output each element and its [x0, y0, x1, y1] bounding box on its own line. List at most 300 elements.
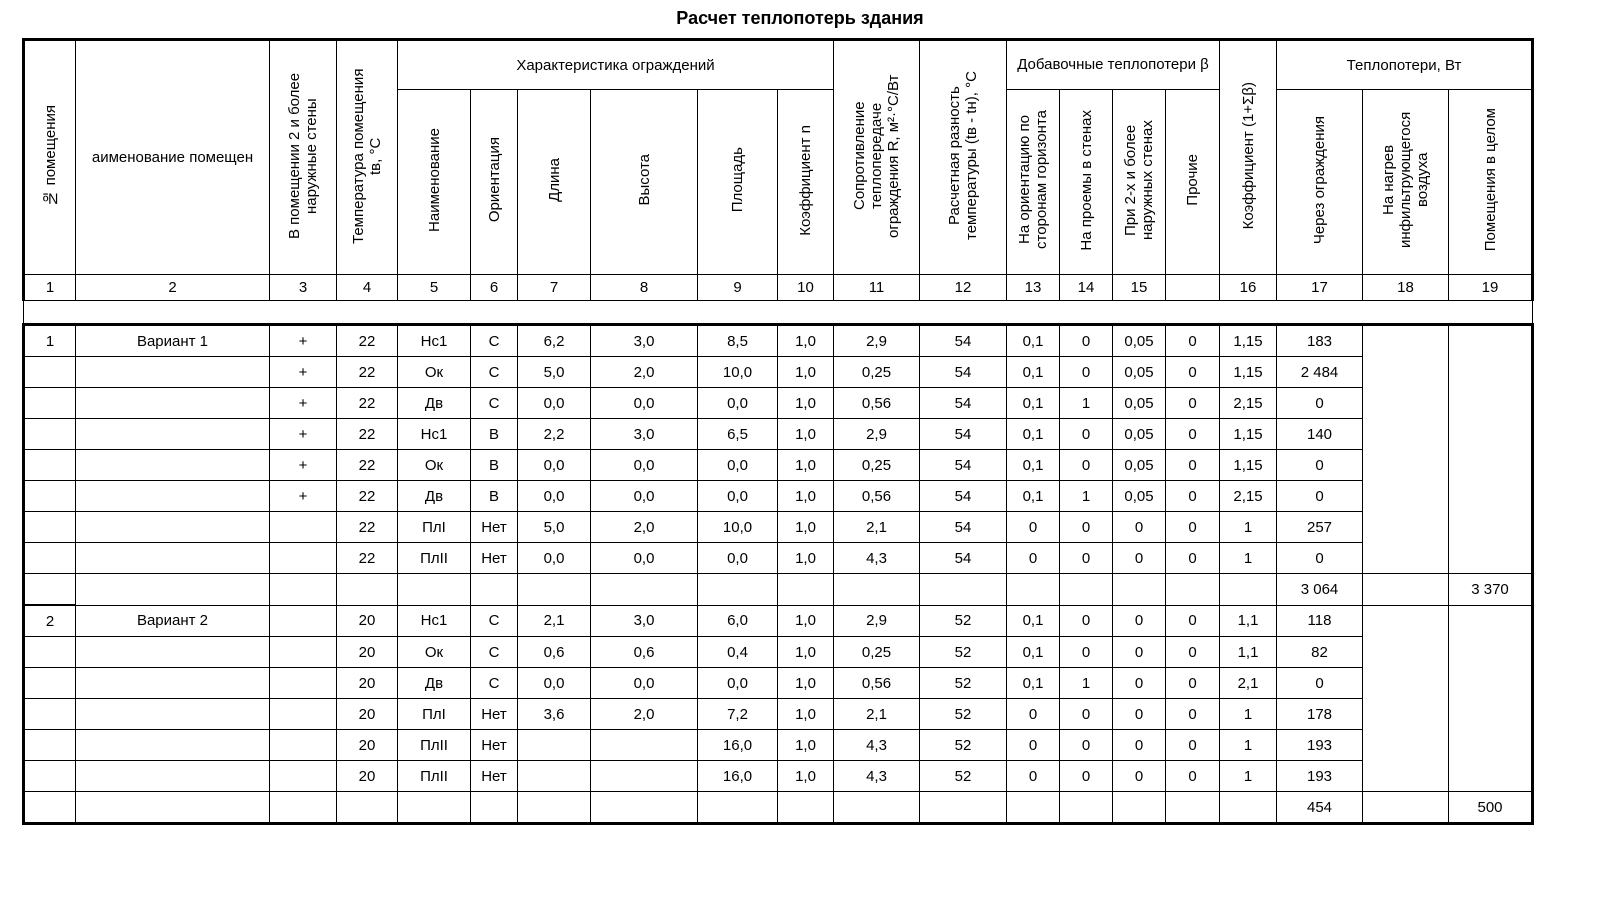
table-cell — [834, 574, 920, 606]
header-add-outer-walls: При 2-х и более наружных стенах — [1113, 90, 1166, 275]
table-cell: 4,3 — [834, 761, 920, 792]
table-cell: 1,0 — [778, 761, 834, 792]
table-cell — [1060, 574, 1113, 606]
room-name-cell: Вариант 1 — [76, 325, 270, 357]
table-cell: Нет — [471, 543, 518, 574]
table-cell: 1,0 — [778, 668, 834, 699]
table-cell — [591, 761, 698, 792]
table-cell — [1060, 792, 1113, 824]
table-cell: + — [270, 419, 337, 450]
page-title: Расчет теплопотерь здания — [676, 8, 924, 28]
table-cell: 22 — [337, 512, 398, 543]
table-cell: 1,0 — [778, 637, 834, 668]
table-cell: 3,0 — [591, 419, 698, 450]
table-cell: 1 — [1220, 699, 1277, 730]
table-cell: С — [471, 357, 518, 388]
table-cell: 0,1 — [1007, 481, 1060, 512]
room-total-cell — [1449, 325, 1533, 574]
table-cell: 0 — [1007, 730, 1060, 761]
table-cell: 0,1 — [1007, 450, 1060, 481]
table-cell: 0,1 — [1007, 325, 1060, 357]
table-cell: 54 — [920, 357, 1007, 388]
infiltration-cell — [1363, 325, 1449, 574]
table-cell: 4,3 — [834, 543, 920, 574]
table-cell: 0,1 — [1007, 668, 1060, 699]
table-cell: ПлI — [398, 512, 471, 543]
table-cell: 0,0 — [518, 481, 591, 512]
table-cell: 0 — [1166, 730, 1220, 761]
table-cell: 20 — [337, 730, 398, 761]
table-cell — [1007, 574, 1060, 606]
table-cell: 0,1 — [1007, 637, 1060, 668]
room-number-cell — [24, 419, 76, 450]
table-cell — [270, 543, 337, 574]
table-cell: 1 — [1220, 512, 1277, 543]
table-cell: + — [270, 388, 337, 419]
table-cell: 0,56 — [834, 388, 920, 419]
table-cell: Нс1 — [398, 419, 471, 450]
column-number: 3 — [270, 275, 337, 301]
table-cell — [1007, 792, 1060, 824]
table-cell: 54 — [920, 512, 1007, 543]
room-name-cell — [76, 512, 270, 543]
room-total-row — [24, 792, 1533, 824]
table-cell: 0 — [1166, 668, 1220, 699]
room-number-cell — [24, 450, 76, 481]
table-row — [24, 605, 1533, 637]
table-cell: 193 — [1277, 730, 1363, 761]
table-cell: Ок — [398, 450, 471, 481]
table-cell — [270, 574, 337, 606]
table-cell — [76, 574, 270, 606]
table-cell — [518, 761, 591, 792]
table-row — [24, 325, 1533, 357]
table-cell: 1,0 — [778, 325, 834, 357]
table-cell: В — [471, 481, 518, 512]
table-cell: 140 — [1277, 419, 1363, 450]
column-number: 8 — [591, 275, 698, 301]
table-cell: 0,25 — [834, 357, 920, 388]
column-number: 1 — [24, 275, 76, 301]
table-cell: 22 — [337, 357, 398, 388]
table-cell: 0 — [1166, 637, 1220, 668]
table-cell: 2,1 — [518, 605, 591, 637]
column-number — [1166, 275, 1220, 301]
table-cell: + — [270, 450, 337, 481]
table-cell: 54 — [920, 388, 1007, 419]
column-number: 17 — [1277, 275, 1363, 301]
column-number: 11 — [834, 275, 920, 301]
table-cell: + — [270, 357, 337, 388]
table-cell: 52 — [920, 699, 1007, 730]
table-cell: 6,5 — [698, 419, 778, 450]
room-number-cell — [24, 668, 76, 699]
table-cell: 0,05 — [1113, 325, 1166, 357]
table-cell — [1113, 574, 1166, 606]
table-cell: Нс1 — [398, 605, 471, 637]
table-body — [24, 325, 1533, 824]
room-number-cell — [24, 357, 76, 388]
total-room-loss: 500 — [1449, 792, 1533, 824]
header-coef-n: Коэффициент n — [778, 90, 834, 275]
header-loss-infiltration: На нагрев инфильтрующегося воздуха — [1363, 90, 1449, 275]
table-cell: 2,1 — [834, 699, 920, 730]
table-cell — [398, 574, 471, 606]
table-cell — [518, 792, 591, 824]
table-cell: 0 — [1113, 730, 1166, 761]
table-cell: 16,0 — [698, 761, 778, 792]
table-cell — [1113, 792, 1166, 824]
table-cell — [778, 574, 834, 606]
table-cell: 1,0 — [778, 450, 834, 481]
table-cell: 0,1 — [1007, 388, 1060, 419]
room-number-cell: 2 — [24, 605, 76, 637]
table-cell: 0 — [1060, 450, 1113, 481]
table-cell: 0 — [1113, 637, 1166, 668]
column-number-row — [24, 275, 1533, 301]
table-cell: 0,0 — [698, 450, 778, 481]
table-cell: 0 — [1277, 668, 1363, 699]
header-resistance: Сопротивление теплопередаче ограждения R, м²·°С/Вт — [834, 40, 920, 275]
total-fence-loss: 3 064 — [1277, 574, 1363, 606]
header-fence-name: Наименование — [398, 90, 471, 275]
table-cell: 1,0 — [778, 481, 834, 512]
table-cell — [1363, 574, 1449, 606]
table-cell: Нет — [471, 512, 518, 543]
table-cell: 1 — [1060, 388, 1113, 419]
header-room-name: аименование помещен — [76, 40, 270, 275]
table-cell — [270, 605, 337, 637]
table-cell: 0,0 — [698, 481, 778, 512]
room-name-cell — [76, 761, 270, 792]
table-cell: 0 — [1113, 668, 1166, 699]
room-number-cell — [24, 481, 76, 512]
table-row — [24, 761, 1533, 792]
table-cell: 0,6 — [518, 637, 591, 668]
table-cell: 2,9 — [834, 325, 920, 357]
table-cell: 0 — [1166, 543, 1220, 574]
table-cell: 0 — [1060, 605, 1113, 637]
room-name-cell — [76, 450, 270, 481]
table-cell: 2,1 — [834, 512, 920, 543]
table-cell: 2,0 — [591, 699, 698, 730]
table-cell: 1,0 — [778, 730, 834, 761]
table-cell — [591, 730, 698, 761]
table-cell: 0,0 — [698, 388, 778, 419]
column-number: 19 — [1449, 275, 1533, 301]
table-cell: 52 — [920, 668, 1007, 699]
table-cell: 0 — [1060, 325, 1113, 357]
room-name-cell — [76, 637, 270, 668]
table-cell: С — [471, 388, 518, 419]
table-cell: 0,05 — [1113, 357, 1166, 388]
table-cell: 22 — [337, 543, 398, 574]
table-cell: 0,6 — [591, 637, 698, 668]
table-cell: 0,0 — [518, 668, 591, 699]
table-cell: 22 — [337, 481, 398, 512]
table-cell: 3,0 — [591, 605, 698, 637]
header-group-characteristics: Характеристика ограждений — [398, 40, 834, 90]
table-cell: 1,0 — [778, 605, 834, 637]
table-cell: 6,2 — [518, 325, 591, 357]
table-cell — [1220, 792, 1277, 824]
table-cell: 0,56 — [834, 481, 920, 512]
table-cell: 1,1 — [1220, 605, 1277, 637]
table-row — [24, 481, 1533, 512]
table-cell: 0 — [1277, 481, 1363, 512]
table-cell: 2 484 — [1277, 357, 1363, 388]
room-name-cell — [76, 668, 270, 699]
column-number: 13 — [1007, 275, 1060, 301]
room-number-cell — [24, 543, 76, 574]
table-cell: 1,1 — [1220, 637, 1277, 668]
table-cell: 0,0 — [591, 450, 698, 481]
table-cell: 0 — [1007, 543, 1060, 574]
table-cell: ПлII — [398, 730, 471, 761]
table-cell — [834, 792, 920, 824]
room-total-row — [24, 574, 1533, 606]
table-cell: 1,0 — [778, 388, 834, 419]
room-number-cell — [24, 730, 76, 761]
table-cell: 0 — [1166, 357, 1220, 388]
table-cell: 0 — [1166, 481, 1220, 512]
column-number: 15 — [1113, 275, 1166, 301]
header-add-other: Прочие — [1166, 90, 1220, 275]
table-cell — [270, 699, 337, 730]
table-cell: 16,0 — [698, 730, 778, 761]
table-cell: 3,6 — [518, 699, 591, 730]
table-cell: 8,5 — [698, 325, 778, 357]
table-cell: 118 — [1277, 605, 1363, 637]
room-name-cell: Вариант 2 — [76, 605, 270, 637]
table-row — [24, 699, 1533, 730]
table-cell: 0,1 — [1007, 419, 1060, 450]
table-cell: 22 — [337, 388, 398, 419]
table-cell: 0,0 — [591, 481, 698, 512]
table-cell: 0,0 — [698, 543, 778, 574]
table-cell: 2,0 — [591, 512, 698, 543]
column-number: 12 — [920, 275, 1007, 301]
table-cell: 20 — [337, 605, 398, 637]
table-cell — [518, 730, 591, 761]
table-cell: 10,0 — [698, 357, 778, 388]
column-number: 16 — [1220, 275, 1277, 301]
table-cell: 0,0 — [518, 388, 591, 419]
room-number-cell — [24, 637, 76, 668]
column-number: 2 — [76, 275, 270, 301]
table-cell: 54 — [920, 481, 1007, 512]
table-cell: 0,25 — [834, 450, 920, 481]
table-cell: 1,0 — [778, 699, 834, 730]
table-cell: 0 — [1060, 761, 1113, 792]
room-name-cell — [76, 357, 270, 388]
table-cell — [24, 792, 76, 824]
table-cell: 0,0 — [698, 668, 778, 699]
header-loss-fences: Через ограждения — [1277, 90, 1363, 275]
table-cell — [76, 792, 270, 824]
table-cell: 0 — [1277, 388, 1363, 419]
table-cell: 0,05 — [1113, 450, 1166, 481]
table-cell: В — [471, 419, 518, 450]
table-row — [24, 512, 1533, 543]
table-cell — [698, 792, 778, 824]
table-cell: 0 — [1166, 699, 1220, 730]
table-cell: Дв — [398, 388, 471, 419]
table-cell: 52 — [920, 637, 1007, 668]
table-cell: 54 — [920, 419, 1007, 450]
table-cell: 0,0 — [518, 450, 591, 481]
table-cell: 2,0 — [591, 357, 698, 388]
table-cell: 3,0 — [591, 325, 698, 357]
table-cell: 54 — [920, 450, 1007, 481]
table-cell: 0 — [1277, 543, 1363, 574]
header-add-openings: На проемы в стенах — [1060, 90, 1113, 275]
table-row — [24, 450, 1533, 481]
table-cell: 0,05 — [1113, 419, 1166, 450]
table-cell: 0 — [1113, 512, 1166, 543]
table-cell — [270, 730, 337, 761]
table-cell: 1 — [1060, 481, 1113, 512]
table-cell: 0 — [1166, 605, 1220, 637]
table-cell: 0 — [1060, 357, 1113, 388]
table-cell — [920, 574, 1007, 606]
room-name-cell — [76, 699, 270, 730]
table-cell: Дв — [398, 481, 471, 512]
table-cell: 0 — [1166, 325, 1220, 357]
table-cell: 0 — [1166, 388, 1220, 419]
table-cell: 10,0 — [698, 512, 778, 543]
table-cell: Дв — [398, 668, 471, 699]
table-cell: Ок — [398, 357, 471, 388]
table-cell — [471, 574, 518, 606]
room-number-cell — [24, 512, 76, 543]
table-cell: Ок — [398, 637, 471, 668]
table-cell — [698, 574, 778, 606]
table-cell: 0,05 — [1113, 388, 1166, 419]
table-cell — [270, 512, 337, 543]
table-cell: 0,1 — [1007, 357, 1060, 388]
table-cell: 178 — [1277, 699, 1363, 730]
table-cell: 52 — [920, 730, 1007, 761]
table-cell: 2,15 — [1220, 481, 1277, 512]
room-number-cell — [24, 761, 76, 792]
heat-loss-table — [22, 38, 1534, 825]
header-loss-total: Помещения в целом — [1449, 90, 1533, 275]
table-cell: 183 — [1277, 325, 1363, 357]
table-cell: 0,0 — [591, 388, 698, 419]
table-cell: 20 — [337, 637, 398, 668]
column-number: 18 — [1363, 275, 1449, 301]
table-cell — [337, 574, 398, 606]
table-row — [24, 730, 1533, 761]
room-number-cell — [24, 699, 76, 730]
table-cell: 52 — [920, 761, 1007, 792]
table-cell — [337, 792, 398, 824]
table-cell: 2,2 — [518, 419, 591, 450]
header-group-heat-loss: Теплопотери, Вт — [1277, 40, 1533, 90]
table-cell: 5,0 — [518, 512, 591, 543]
table-cell: 0 — [1060, 419, 1113, 450]
table-cell — [518, 574, 591, 606]
table-cell: + — [270, 481, 337, 512]
table-cell: 2,1 — [1220, 668, 1277, 699]
total-fence-loss: 454 — [1277, 792, 1363, 824]
table-cell: 2,9 — [834, 605, 920, 637]
header-group-additional: Добавочные теплопотери β — [1007, 40, 1220, 90]
column-number: 4 — [337, 275, 398, 301]
table-cell — [270, 637, 337, 668]
table-cell: 2,15 — [1220, 388, 1277, 419]
table-cell: 0 — [1060, 699, 1113, 730]
table-cell — [591, 792, 698, 824]
column-number: 10 — [778, 275, 834, 301]
table-cell: В — [471, 450, 518, 481]
table-cell: Нет — [471, 730, 518, 761]
table-cell: 1 — [1220, 761, 1277, 792]
table-cell: 0,4 — [698, 637, 778, 668]
table-cell: Нет — [471, 699, 518, 730]
table-cell — [1166, 574, 1220, 606]
infiltration-cell — [1363, 605, 1449, 792]
table-cell: 0 — [1060, 512, 1113, 543]
table-cell: 257 — [1277, 512, 1363, 543]
table-cell: 1,15 — [1220, 325, 1277, 357]
table-cell: 1,0 — [778, 357, 834, 388]
table-cell: 0 — [1060, 637, 1113, 668]
room-name-cell — [76, 481, 270, 512]
separator-row — [24, 301, 1533, 325]
table-cell — [270, 668, 337, 699]
table-cell: 5,0 — [518, 357, 591, 388]
header-room-number: № помещения — [24, 40, 76, 275]
table-cell: С — [471, 637, 518, 668]
table-cell: 22 — [337, 419, 398, 450]
table-cell — [591, 574, 698, 606]
table-cell: 82 — [1277, 637, 1363, 668]
table-cell: 52 — [920, 605, 1007, 637]
table-cell: 0 — [1113, 605, 1166, 637]
table-cell: ПлII — [398, 761, 471, 792]
table-cell: 0,25 — [834, 637, 920, 668]
table-cell: Нет — [471, 761, 518, 792]
table-cell: 4,3 — [834, 730, 920, 761]
table-cell: 0,56 — [834, 668, 920, 699]
table-cell: 0,1 — [1007, 605, 1060, 637]
header-area: Площадь — [698, 90, 778, 275]
table-cell: 0 — [1277, 450, 1363, 481]
table-cell — [270, 761, 337, 792]
table-cell: 0 — [1007, 699, 1060, 730]
table-cell — [398, 792, 471, 824]
header-length: Длина — [518, 90, 591, 275]
table-cell: Нс1 — [398, 325, 471, 357]
header-orientation: Ориентация — [471, 90, 518, 275]
table-cell: 54 — [920, 325, 1007, 357]
table-cell — [1363, 792, 1449, 824]
room-name-cell — [76, 419, 270, 450]
table-cell — [1220, 574, 1277, 606]
table-cell: 193 — [1277, 761, 1363, 792]
table-cell — [920, 792, 1007, 824]
table-row — [24, 637, 1533, 668]
table-cell — [1166, 792, 1220, 824]
table-cell: 0,05 — [1113, 481, 1166, 512]
table-row — [24, 388, 1533, 419]
table-cell: 1 — [1220, 543, 1277, 574]
table-cell — [24, 574, 76, 606]
column-number: 14 — [1060, 275, 1113, 301]
room-name-cell — [76, 730, 270, 761]
